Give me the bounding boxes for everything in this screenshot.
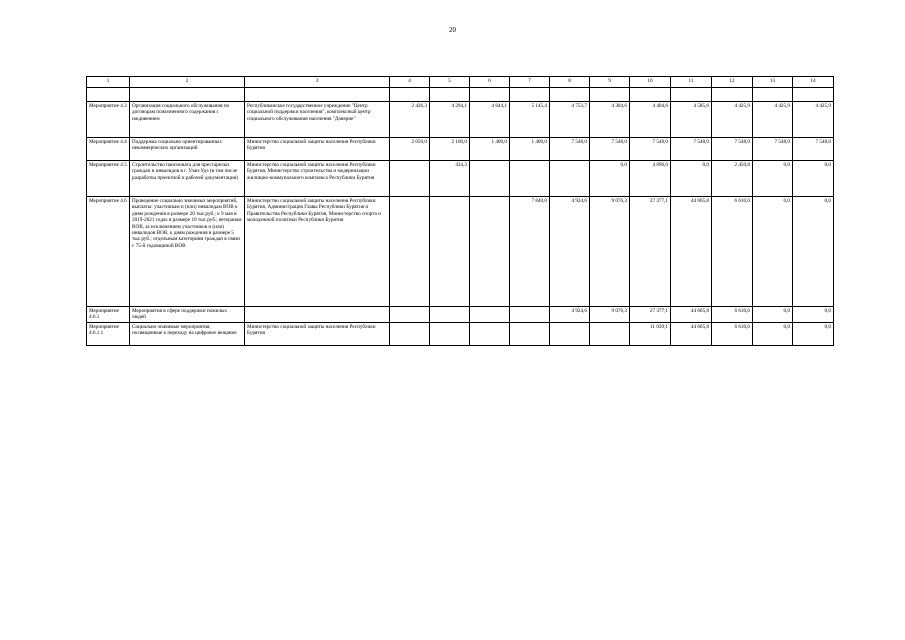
table-row	[87, 323, 834, 346]
page-number: 20	[449, 26, 456, 34]
value-cell: 2 450,8	[712, 161, 753, 197]
measure-code-cell: Мероприятие 4.4	[87, 138, 130, 161]
value-cell: 9 076,3	[590, 307, 630, 323]
value-cell: 4 644,1	[470, 102, 510, 138]
value-cell: 2 050,0	[390, 138, 430, 161]
value-cell	[470, 323, 510, 346]
measure-code-cell: Мероприятие 4.6	[87, 197, 130, 307]
measure-name-cell: Поддержка социально ориентированных некоммерческих организаций	[130, 138, 245, 161]
value-cell: 4 304,6	[590, 102, 630, 138]
measure-name-cell: Социально-значимые мероприятия, посвященные к переходу на цифровое вещание	[130, 323, 245, 346]
value-cell: 4 425,9	[753, 102, 793, 138]
table-row	[87, 307, 834, 323]
column-header: 3	[245, 77, 390, 88]
value-cell	[390, 197, 430, 307]
value-cell: 2 100,0	[430, 138, 470, 161]
value-cell: 4 585,6	[671, 102, 712, 138]
table-row	[87, 138, 834, 161]
value-cell: 27 377,1	[630, 197, 671, 307]
value-cell	[590, 323, 630, 346]
value-cell: 5 145,4	[510, 102, 550, 138]
value-cell: 9 076,3	[590, 197, 630, 307]
value-cell: 0,0	[753, 323, 793, 346]
value-cell: 4 404,6	[630, 102, 671, 138]
column-header: 14	[793, 77, 834, 88]
value-cell: 4 924,6	[550, 307, 590, 323]
value-cell	[470, 197, 510, 307]
value-cell: 1 400,0	[510, 138, 550, 161]
column-header: 13	[753, 77, 793, 88]
column-header: 5	[430, 77, 470, 88]
column-header: 8	[550, 77, 590, 88]
value-cell: 0,0	[793, 323, 834, 346]
value-cell	[390, 307, 430, 323]
value-cell: 27 377,1	[630, 307, 671, 323]
table-row	[87, 102, 834, 138]
value-cell: 1 400,0	[470, 138, 510, 161]
executor-cell: Министерство социальной защиты населения Республики Бурятия	[245, 323, 390, 346]
executor-cell: Министерство социальной защиты населения Республики Бурятия, Администрация Главы Республики Бурятия и Правительства Республики Бурятия, Министерство спорта и молодежной политики Республики Бурятия	[245, 197, 390, 307]
value-cell	[510, 323, 550, 346]
measure-code-cell: Мероприятие 4.3	[87, 102, 130, 138]
value-cell: 7 548,0	[630, 138, 671, 161]
value-cell: 0,0	[671, 161, 712, 197]
value-cell: 11 039,1	[630, 323, 671, 346]
column-header: 10	[630, 77, 671, 88]
value-cell: 6 610,6	[712, 197, 753, 307]
value-cell: 0,0	[793, 161, 834, 197]
value-cell: 4 896,0	[630, 161, 671, 197]
column-header: 9	[590, 77, 630, 88]
value-cell	[510, 307, 550, 323]
column-header: 1	[87, 77, 130, 88]
value-cell: 7 840,0	[510, 197, 550, 307]
measure-code-cell: Мероприятие 4.6.1	[87, 307, 130, 323]
value-cell: 7 548,0	[550, 138, 590, 161]
value-cell: 6 610,6	[712, 307, 753, 323]
column-header: 2	[130, 77, 245, 88]
value-cell: 0,0	[590, 161, 630, 197]
value-cell	[390, 161, 430, 197]
executor-cell: Министерство социальной защиты населения Республики Бурятия, Министерство строительства и модернизации жилищно-коммунального комплекса Республики Бурятия	[245, 161, 390, 197]
value-cell: 0,0	[753, 161, 793, 197]
table-row	[87, 161, 834, 197]
header-row	[87, 77, 834, 88]
value-cell: 7 548,0	[753, 138, 793, 161]
value-cell: 4 924,6	[550, 197, 590, 307]
value-cell	[430, 323, 470, 346]
budget-table	[86, 76, 834, 346]
value-cell: 7 548,0	[712, 138, 753, 161]
value-cell: 2 426,3	[390, 102, 430, 138]
measure-name-cell: Мероприятия в сфере поддержки пожилых людей	[130, 307, 245, 323]
value-cell: 6 610,6	[712, 323, 753, 346]
value-cell: 0,0	[793, 197, 834, 307]
value-cell	[470, 161, 510, 197]
value-cell: 434,3	[430, 161, 470, 197]
measure-name-cell: Организация социального обслуживания по договорам пожизненного содержания с иждивением	[130, 102, 245, 138]
value-cell	[470, 307, 510, 323]
value-cell: 44 665,8	[671, 197, 712, 307]
value-cell: 0,0	[753, 197, 793, 307]
value-cell: 44 665,8	[671, 307, 712, 323]
column-header: 4	[390, 77, 430, 88]
value-cell: 0,0	[793, 307, 834, 323]
column-header: 11	[671, 77, 712, 88]
value-cell	[550, 323, 590, 346]
spacer-row	[87, 88, 834, 102]
value-cell: 7 548,0	[590, 138, 630, 161]
value-cell: 4 753,7	[550, 102, 590, 138]
value-cell	[430, 197, 470, 307]
value-cell: 0,0	[753, 307, 793, 323]
value-cell: 7 548,0	[671, 138, 712, 161]
measure-code-cell: Мероприятие 4.6.1.1	[87, 323, 130, 346]
executor-cell: Республиканское государственное учреждение "Центр социальной поддержки населения", комплексный центр социального обслуживания населения "Доверие"	[245, 102, 390, 138]
value-cell	[390, 323, 430, 346]
value-cell: 4 425,9	[712, 102, 753, 138]
measure-name-cell: Строительство пансионата для престарелых граждан и инвалидов в г. Улан-Удэ (в том числе разработка проектной и рабочей документации)	[130, 161, 245, 197]
measure-name-cell: Проведение социально значимых мероприятий, выплаты: участникам и (или) инвалидам ВОВ к дням рождения в размере 20 тыс.руб.; к 9 мая в 2019-2021 годах в размере 10 тыс.руб.; ветеранам ВОВ, за исключением участников и (или) инвалидов ВОВ, к дням рождения в размере 5 тыс.руб.; отдельным категориям граждан в связи с 75-й годовщиной ВОВ	[130, 197, 245, 307]
value-cell: 44 665,8	[671, 323, 712, 346]
column-header: 6	[470, 77, 510, 88]
value-cell: 7 548,0	[793, 138, 834, 161]
value-cell: 4 425,9	[793, 102, 834, 138]
table-row	[87, 197, 834, 307]
executor-cell	[245, 307, 390, 323]
column-header: 7	[510, 77, 550, 88]
executor-cell: Министерство социальной защиты населения Республики Бурятия	[245, 138, 390, 161]
value-cell	[510, 161, 550, 197]
measure-code-cell: Мероприятие 4.5	[87, 161, 130, 197]
value-cell	[430, 307, 470, 323]
column-header: 12	[712, 77, 753, 88]
value-cell	[550, 161, 590, 197]
value-cell: 4 294,1	[430, 102, 470, 138]
